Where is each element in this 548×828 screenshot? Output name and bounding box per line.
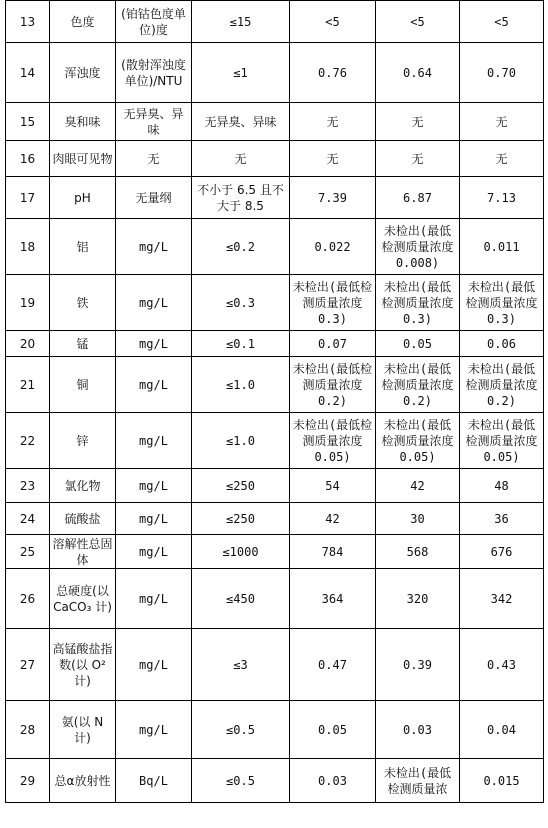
- cell-unit: mg/L: [116, 219, 192, 275]
- cell-item: 臭和味: [50, 103, 116, 141]
- cell-sample-2: 0.03: [376, 701, 460, 759]
- table-row: [6, 1, 544, 43]
- cell-unit: mg/L: [116, 275, 192, 331]
- cell-sample-2: 未检出(最低检测质量浓度 0.05): [376, 413, 460, 469]
- table-row: [6, 535, 544, 569]
- cell-limit: ≤1: [192, 43, 290, 103]
- cell-no: 14: [6, 43, 50, 103]
- cell-unit: (铂钴色度单位)度: [116, 1, 192, 43]
- cell-item: 氯化物: [50, 469, 116, 503]
- cell-sample-2: 320: [376, 569, 460, 629]
- cell-sample-3: 未检出(最低检测质量浓度 0.2): [460, 357, 544, 413]
- cell-limit: 不小于 6.5 且不大于 8.5: [192, 177, 290, 219]
- table-row: [6, 357, 544, 413]
- cell-sample-1: 0.47: [290, 629, 376, 701]
- cell-limit: ≤15: [192, 1, 290, 43]
- cell-sample-1: 未检出(最低检测质量浓度 0.05): [290, 413, 376, 469]
- water-quality-table: [5, 0, 544, 803]
- cell-sample-3: 676: [460, 535, 544, 569]
- cell-sample-3: 7.13: [460, 177, 544, 219]
- cell-sample-2: 未检出(最低检测质量浓度 0.2): [376, 357, 460, 413]
- cell-sample-2: 无: [376, 103, 460, 141]
- cell-sample-3: 未检出(最低检测质量浓度 0.3): [460, 275, 544, 331]
- cell-sample-3: 0.011: [460, 219, 544, 275]
- cell-limit: ≤1.0: [192, 357, 290, 413]
- cell-unit: 无: [116, 141, 192, 177]
- cell-sample-2: 未检出(最低检测质量浓度 0.3): [376, 275, 460, 331]
- cell-sample-3: 无: [460, 103, 544, 141]
- table-row: [6, 275, 544, 331]
- table-row: [6, 701, 544, 759]
- cell-item: 铁: [50, 275, 116, 331]
- cell-item: 总α放射性: [50, 759, 116, 803]
- cell-sample-3: 0.43: [460, 629, 544, 701]
- cell-sample-1: <5: [290, 1, 376, 43]
- cell-limit: ≤450: [192, 569, 290, 629]
- cell-sample-2: 无: [376, 141, 460, 177]
- cell-sample-1: 未检出(最低检测质量浓度 0.3): [290, 275, 376, 331]
- cell-no: 24: [6, 503, 50, 535]
- cell-sample-2: 6.87: [376, 177, 460, 219]
- cell-limit: ≤0.2: [192, 219, 290, 275]
- cell-no: 28: [6, 701, 50, 759]
- cell-limit: ≤1000: [192, 535, 290, 569]
- cell-sample-1: 0.05: [290, 701, 376, 759]
- cell-sample-1: 364: [290, 569, 376, 629]
- cell-sample-1: 无: [290, 103, 376, 141]
- cell-sample-3: 0.06: [460, 331, 544, 357]
- cell-sample-1: 0.07: [290, 331, 376, 357]
- table-row: [6, 469, 544, 503]
- cell-sample-2: 未检出(最低检测质量浓: [376, 759, 460, 803]
- cell-unit: mg/L: [116, 357, 192, 413]
- cell-sample-1: 7.39: [290, 177, 376, 219]
- cell-sample-1: 0.022: [290, 219, 376, 275]
- cell-sample-3: 48: [460, 469, 544, 503]
- cell-unit: 无量纲: [116, 177, 192, 219]
- cell-no: 18: [6, 219, 50, 275]
- cell-item: 肉眼可见物: [50, 141, 116, 177]
- cell-sample-3: 342: [460, 569, 544, 629]
- cell-sample-3: 无: [460, 141, 544, 177]
- cell-unit: mg/L: [116, 569, 192, 629]
- table-row: [6, 331, 544, 357]
- cell-item: 色度: [50, 1, 116, 43]
- cell-item: 硫酸盐: [50, 503, 116, 535]
- cell-limit: ≤250: [192, 503, 290, 535]
- cell-no: 26: [6, 569, 50, 629]
- cell-no: 29: [6, 759, 50, 803]
- cell-item: 铝: [50, 219, 116, 275]
- cell-sample-3: 0.04: [460, 701, 544, 759]
- cell-no: 19: [6, 275, 50, 331]
- cell-no: 17: [6, 177, 50, 219]
- cell-sample-3: 36: [460, 503, 544, 535]
- table-row: [6, 219, 544, 275]
- cell-limit: ≤0.5: [192, 701, 290, 759]
- cell-sample-2: 568: [376, 535, 460, 569]
- cell-item: 锌: [50, 413, 116, 469]
- cell-limit: ≤1.0: [192, 413, 290, 469]
- cell-unit: mg/L: [116, 503, 192, 535]
- cell-limit: 无: [192, 141, 290, 177]
- table-row: [6, 413, 544, 469]
- table-row: [6, 103, 544, 141]
- cell-sample-1: 54: [290, 469, 376, 503]
- cell-no: 27: [6, 629, 50, 701]
- cell-no: 20: [6, 331, 50, 357]
- cell-sample-1: 未检出(最低检测质量浓度 0.2): [290, 357, 376, 413]
- cell-no: 16: [6, 141, 50, 177]
- cell-sample-2: 未检出(最低检测质量浓度 0.008): [376, 219, 460, 275]
- cell-sample-2: 0.05: [376, 331, 460, 357]
- cell-unit: (散射浑浊度单位)/NTU: [116, 43, 192, 103]
- cell-no: 15: [6, 103, 50, 141]
- table-row: [6, 43, 544, 103]
- cell-limit: ≤0.5: [192, 759, 290, 803]
- cell-item: 高锰酸盐指数(以 O² 计): [50, 629, 116, 701]
- table-row: [6, 141, 544, 177]
- cell-limit: ≤0.1: [192, 331, 290, 357]
- cell-sample-1: 42: [290, 503, 376, 535]
- cell-sample-2: 0.39: [376, 629, 460, 701]
- cell-sample-2: 42: [376, 469, 460, 503]
- cell-limit: ≤0.3: [192, 275, 290, 331]
- cell-no: 25: [6, 535, 50, 569]
- cell-sample-1: 0.03: [290, 759, 376, 803]
- cell-unit: Bq/L: [116, 759, 192, 803]
- cell-item: 氨(以 N 计): [50, 701, 116, 759]
- cell-unit: mg/L: [116, 469, 192, 503]
- cell-sample-2: 0.64: [376, 43, 460, 103]
- cell-unit: mg/L: [116, 413, 192, 469]
- cell-no: 22: [6, 413, 50, 469]
- cell-sample-1: 无: [290, 141, 376, 177]
- cell-limit: ≤3: [192, 629, 290, 701]
- cell-no: 21: [6, 357, 50, 413]
- cell-no: 13: [6, 1, 50, 43]
- cell-sample-3: 0.015: [460, 759, 544, 803]
- cell-sample-1: 0.76: [290, 43, 376, 103]
- cell-item: 锰: [50, 331, 116, 357]
- cell-no: 23: [6, 469, 50, 503]
- cell-item: 溶解性总固体: [50, 535, 116, 569]
- cell-unit: mg/L: [116, 701, 192, 759]
- cell-sample-3: 0.70: [460, 43, 544, 103]
- cell-item: 铜: [50, 357, 116, 413]
- table-row: [6, 569, 544, 629]
- table-row: [6, 629, 544, 701]
- table-row: [6, 759, 544, 803]
- cell-unit: mg/L: [116, 331, 192, 357]
- cell-item: pH: [50, 177, 116, 219]
- cell-sample-3: 未检出(最低检测质量浓度 0.05): [460, 413, 544, 469]
- cell-unit: 无异臭、异 味: [116, 103, 192, 141]
- table-row: [6, 177, 544, 219]
- cell-sample-2: <5: [376, 1, 460, 43]
- cell-item: 浑浊度: [50, 43, 116, 103]
- cell-sample-1: 784: [290, 535, 376, 569]
- cell-limit: 无异臭、异味: [192, 103, 290, 141]
- table-row: [6, 503, 544, 535]
- cell-sample-3: <5: [460, 1, 544, 43]
- cell-unit: mg/L: [116, 535, 192, 569]
- cell-item: 总硬度(以 CaCO₃ 计): [50, 569, 116, 629]
- cell-sample-2: 30: [376, 503, 460, 535]
- cell-limit: ≤250: [192, 469, 290, 503]
- cell-unit: mg/L: [116, 629, 192, 701]
